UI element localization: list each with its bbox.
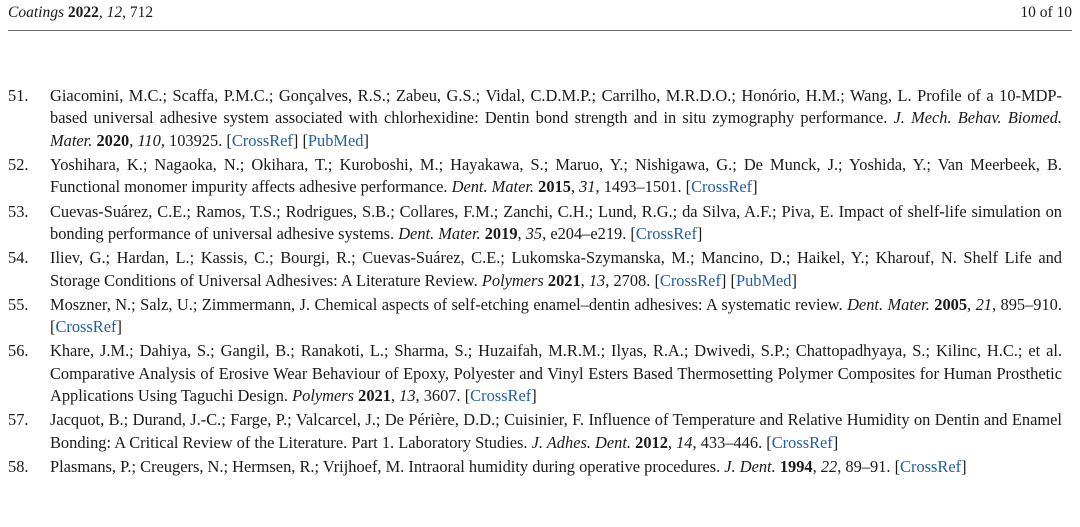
reference-number: 58. [8, 457, 29, 477]
reference-authors: Yoshihara, K.; Nagaoka, N.; Okihara, T.; Kuroboshi, M.; Hayakawa, S.; Maruo, Y.; Nishigawa, G.; De Munck, J.; Yoshida, Y.; Van Meerbeek, B. [50, 155, 1062, 175]
reference-authors: Giacomini, M.C.; Scaffa, P.M.C.; Gonçalves, R.S.; Zabeu, G.S.; Vidal, C.D.M.P.; Carrilho, M.R.D.O.; Honório, H.M.; Wang, L. [50, 86, 912, 105]
reference-number: 53. [8, 201, 29, 221]
reference-number: 57. [8, 410, 29, 430]
journal-year: 2022 [67, 4, 99, 21]
reference-item [8, 340, 1062, 407]
reference-volume: 35 [525, 224, 543, 244]
reference-journal: Polymers [481, 270, 544, 290]
reference-pages: 895–910. [1000, 294, 1062, 314]
reference-list [8, 85, 1062, 480]
reference-body: Khare, J.M.; Dahiya, S.; Gangil, B.; Ranakoti, L.; Sharma, S.; Huzaifah, M.R.M.; Ilyas, R.A.; Dwivedi, S.P.; Chattopadhyaya, S.; Kilinc, H.C.; et al. Comparative Analysis of Erosive Wear Behaviour of Epoxy, Polyester and Vinyl Esters Based Thermosetting Polymer Composites for Human Prosthetic Applications Using Taguchi Design. Polymers 2021, 13, 3607. [CrossRef] [50, 341, 1062, 406]
article-number: 712 [129, 4, 154, 21]
reference-volume: 21 [975, 294, 992, 314]
crossref-link[interactable]: CrossRef [55, 317, 117, 337]
reference-authors: Cuevas-Suárez, C.E.; Ramos, T.S.; Rodrigues, S.B.; Collares, F.M.; Zanchi, C.H.; Lund, R.G.; da Silva, A.F.; Piva, E. [50, 201, 834, 221]
reference-volume: 110 [137, 130, 161, 150]
reference-volume: 14 [676, 432, 693, 452]
journal-name: Coatings [8, 4, 64, 21]
reference-year: 2005 [934, 294, 968, 314]
reference-volume: 31 [579, 177, 596, 197]
reference-journal: Dent. Mater. [847, 294, 930, 314]
crossref-link[interactable]: CrossRef [470, 386, 532, 406]
reference-body: Cuevas-Suárez, C.E.; Ramos, T.S.; Rodrigues, S.B.; Collares, F.M.; Zanchi, C.H.; Lund, R.G.; da Silva, A.F.; Piva, E. Impact of shelf-life simulation on bonding performance of universal adhesive systems. Dent. Mater. 2019, 35, e204–e219. [CrossRef] [50, 201, 1063, 244]
reference-number: 52. [8, 155, 29, 175]
reference-journal: J. Dent. [724, 457, 776, 477]
reference-authors: Plasmans, P.; Creugers, N.; Hermsen, R.; Vrijhoef, M. [50, 457, 405, 477]
reference-item [8, 85, 1062, 152]
reference-body: Jacquot, B.; Durand, J.-C.; Farge, P.; Valcarcel, J.; De Périère, D.D.; Cuisinier, F. Influence of Temperature and Relative Humidity on Dentin and Enamel Bonding: A Critical Review of the Literature. Part 1. Laboratory Studies. J. Adhes. Dent. 2012, 14, 433–446. [CrossRef] [50, 410, 1062, 452]
reference-item [8, 247, 1062, 292]
reference-pages: 103925. [169, 130, 223, 150]
reference-item [8, 294, 1062, 339]
reference-body: Plasmans, P.; Creugers, N.; Hermsen, R.; Vrijhoef, M. Intraoral humidity during operative procedures. J. Dent. 1994, 22, 89–91. [CrossRef] [50, 457, 967, 477]
reference-title: Profile of a 10-MDP-based universal adhesive system associated with chlorhexidine: Dentin bond strength and in situ zymography performance. [50, 86, 1062, 128]
reference-item [8, 201, 1062, 246]
reference-title: Intraoral humidity during operative procedures. [408, 457, 721, 477]
reference-year: 2015 [538, 177, 571, 197]
reference-year: 1994 [779, 457, 813, 477]
reference-item [8, 456, 1062, 478]
reference-number: 55. [8, 294, 29, 314]
crossref-link[interactable]: CrossRef [900, 457, 962, 477]
reference-title: Influence of Temperature and Relative Humidity on Dentin and Enamel Bonding: A Critical Review of the Literature. Part 1. Laboratory Studies. [50, 410, 1062, 452]
reference-title: Shelf Life and Storage Conditions of Universal Adhesives: A Literature Review. [50, 248, 1062, 290]
reference-year: 2019 [484, 224, 518, 244]
crossref-link[interactable]: CrossRef [771, 432, 833, 452]
reference-year: 2021 [358, 386, 391, 406]
reference-number: 51. [8, 86, 29, 105]
reference-title: Comparative Analysis of Erosive Wear Behaviour of Epoxy, Polyester and Vinyl Esters Based Thermosetting Polymer Composites for Human Prosthetic Applications Using Taguchi Design. [50, 363, 1062, 406]
journal-citation: Coatings 2022, 12, 712 [8, 4, 154, 21]
reference-authors: Jacquot, B.; Durand, J.-C.; Farge, P.; Valcarcel, J.; De Périère, D.D.; Cuisinier, F. [50, 410, 585, 430]
pubmed-link[interactable]: PubMed [307, 130, 364, 150]
reference-item [8, 154, 1062, 199]
reference-pages: 3607. [423, 386, 461, 406]
reference-body: Giacomini, M.C.; Scaffa, P.M.C.; Gonçalves, R.S.; Zabeu, G.S.; Vidal, C.D.M.P.; Carrilho, M.R.D.O.; Honório, H.M.; Wang, L. Profile of a 10-MDP-based universal adhesive system associated with chlorhexidine: Dentin bond strength and in situ zymography performance. J. Mech. Behav. Biomed. Mater. 2020, 110, 103925. [CrossRef] [PubMed] [50, 86, 1062, 150]
reference-number: 54. [8, 248, 29, 268]
reference-title: Chemical aspects of self-etching enamel–dentin adhesives: A systematic review. [314, 294, 843, 314]
reference-journal: Dent. Mater. [451, 177, 535, 197]
reference-authors: Moszner, N.; Salz, U.; Zimmermann, J. [50, 294, 311, 314]
reference-journal: J. Adhes. Dent. [531, 432, 632, 452]
reference-pages: 433–446. [700, 432, 763, 452]
reference-pages: 89–91. [845, 457, 891, 477]
reference-pages: 1493–1501. [603, 177, 682, 197]
reference-journal: Polymers [292, 386, 355, 406]
crossref-link[interactable]: CrossRef [231, 130, 293, 150]
reference-item [8, 409, 1062, 454]
reference-authors: Iliev, G.; Hardan, L.; Kassis, C.; Bourgi, R.; Cuevas-Suárez, C.E.; Lukomska-Szymanska, M.; Mancino, D.; Haikel, Y.; Kharouf, N. [50, 248, 957, 268]
reference-volume: 22 [820, 457, 838, 477]
crossref-link[interactable]: CrossRef [691, 177, 753, 197]
pubmed-link[interactable]: PubMed [735, 270, 792, 290]
reference-pages: 2708. [613, 270, 651, 290]
reference-number: 56. [8, 341, 29, 361]
crossref-link[interactable]: CrossRef [659, 270, 721, 290]
reference-title: Functional monomer impurity affects adhesive performance. [50, 177, 448, 197]
page-header [8, 2, 1072, 31]
reference-title: Impact of shelf-life simulation on bonding performance of universal adhesive systems. [50, 201, 1063, 244]
reference-body: Yoshihara, K.; Nagaoka, N.; Okihara, T.; Kuroboshi, M.; Hayakawa, S.; Maruo, Y.; Nishigawa, G.; De Munck, J.; Yoshida, Y.; Van Meerbeek, B. Functional monomer impurity affects adhesive performance. Dent. Mater. 2015, 31, 1493–1501. [CrossRef] [50, 155, 1062, 197]
reference-year: 2021 [547, 270, 581, 290]
reference-journal: J. Mech. Behav. Biomed. Mater. [50, 108, 1062, 150]
page-number: 10 of 10 [1020, 4, 1072, 21]
reference-year: 2020 [96, 130, 130, 150]
reference-volume: 13 [399, 386, 416, 406]
crossref-link[interactable]: CrossRef [635, 224, 697, 244]
reference-volume: 13 [588, 270, 606, 290]
reference-pages: e204–e219. [550, 224, 627, 244]
reference-year: 2012 [635, 432, 668, 452]
reference-body: Iliev, G.; Hardan, L.; Kassis, C.; Bourgi, R.; Cuevas-Suárez, C.E.; Lukomska-Szymanska, M.; Mancino, D.; Haikel, Y.; Kharouf, N. Shelf Life and Storage Conditions of Universal Adhesives: A Literature Review. Polymers 2021, 13, 2708. [CrossRef] [PubMed] [50, 248, 1062, 290]
reference-journal: Dent. Mater. [398, 224, 481, 244]
journal-volume: 12 [106, 4, 123, 21]
reference-body: Moszner, N.; Salz, U.; Zimmermann, J. Chemical aspects of self-etching enamel–dentin adhesives: A systematic review. Dent. Mater. 2005, 21, 895–910. [CrossRef] [50, 294, 1062, 337]
reference-authors: Khare, J.M.; Dahiya, S.; Gangil, B.; Ranakoti, L.; Sharma, S.; Huzaifah, M.R.M.; Ilyas, R.A.; Dwivedi, S.P.; Chattopadhyaya, S.; Kilinc, H.C.; et al. [50, 341, 1062, 361]
